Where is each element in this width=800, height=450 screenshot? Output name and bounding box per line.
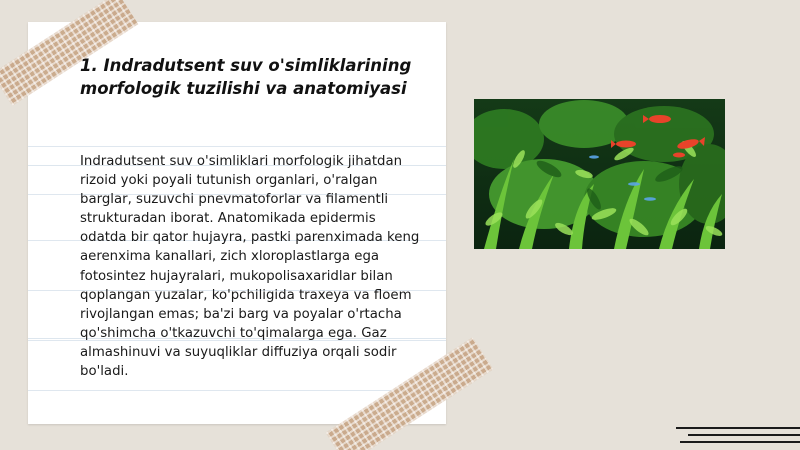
decorative-line [688, 434, 800, 436]
paper-rule [28, 390, 446, 391]
slide-body-text: Indradutsent suv o'simliklari morfologik jihatdan rizoid yoki poyali tutunish organlari, o'ralgan barglar, suzuvchi pnevmatoforlar va filamentli strukturadan iborat. Anatomikada epidermis odatda bir qator hujayra, pastki parenximada keng aerenxima kanallari, zich xloroplastlarga ega fotosintez hujayralari, mukopolisaxaridlar bilan qoplangan yuzalar, ko'pchiligida traxeya va floem rivojlangan emas; ba'zi barg va poyalar o'rtacha qo'shimcha o'tkazuvchi to'qimalarga ega. Gaz almashinuvi va suyuqliklar diffuziya orqali sodir bo'ladi. [80, 154, 420, 380]
slide-title: 1. Indradutsent suv o'simliklarining morfologik tuzilishi va anatomiyasi [80, 56, 412, 98]
aquarium-photo [474, 99, 725, 249]
aquarium-image [474, 99, 725, 249]
decorative-line [680, 441, 800, 443]
paper-rule [28, 146, 446, 147]
decorative-line [676, 427, 800, 429]
